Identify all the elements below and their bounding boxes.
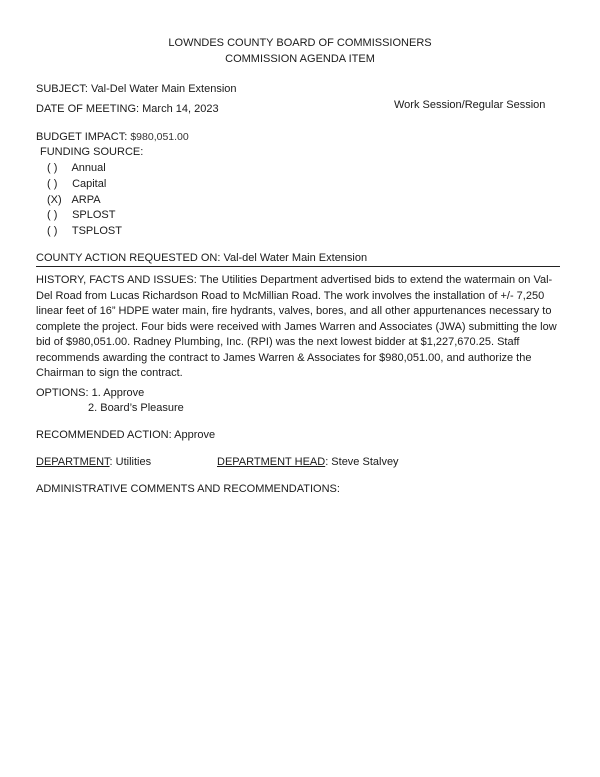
meeting-date-label: DATE OF MEETING: (36, 103, 140, 115)
funding-option-label: ARPA (71, 194, 101, 206)
meeting-date-line (36, 102, 219, 116)
budget-impact-line (36, 130, 189, 144)
funding-option-annual (47, 161, 106, 175)
department-head-line (217, 455, 399, 469)
funding-option-splost (47, 208, 115, 222)
history-facts-issues: HISTORY, FACTS AND ISSUES: The Utilities Department advertised bids to extend the watermain on Val-Del Road from Lucas Richardson Road to McMillian Road. The work involves the installation of +/- 7,250 linear feet of 16” HDPE water main, fire hydrants, valves, bores, and all other appurtenances necessary to complete the project. Four bids were received with James Warren and Associates (JWA) submitting the low bid of $980,051.00. Radney Plumbing, Inc. (RPI) was the next lowest bidder at $1,227,670.25. Staff recommends awarding the contract to James Warren & Associates for $980,051.00, and authorize the Chairman to sign the contract. (36, 274, 557, 379)
funding-checkbox: ( ) (47, 225, 58, 237)
session-type: Work Session/Regular Session (394, 99, 546, 111)
funding-option-label: TSPLOST (71, 225, 122, 237)
subject-value: Val-Del Water Main Extension (91, 83, 237, 95)
funding-checkbox: ( ) (47, 162, 58, 174)
administrative-comments-label: ADMINISTRATIVE COMMENTS AND RECOMMENDATIONS: (36, 483, 340, 495)
county-action-label: COUNTY ACTION REQUESTED ON: (36, 252, 221, 264)
subject-line (36, 82, 237, 96)
department-line (36, 455, 151, 469)
funding-checkbox: ( ) (47, 209, 58, 221)
options-label: OPTIONS: (36, 387, 89, 399)
recommended-action-line (36, 428, 215, 442)
funding-option-capital (47, 177, 106, 191)
funding-source-label: FUNDING SOURCE: (40, 146, 144, 158)
section-divider (36, 266, 560, 267)
option-item: 2. Board’s Pleasure (88, 402, 184, 414)
budget-impact-value: $980,051.00 (130, 131, 189, 143)
department-head-value: : Steve Stalvey (325, 456, 399, 468)
department-label: DEPARTMENT (36, 456, 110, 468)
funding-option-arpa (47, 193, 101, 207)
county-action-line (36, 251, 367, 265)
department-head-label: DEPARTMENT HEAD (217, 456, 326, 468)
options-line (36, 386, 144, 400)
board-title: LOWNDES COUNTY BOARD OF COMMISSIONERS (168, 37, 432, 49)
department-value: : Utilities (109, 456, 152, 468)
funding-checkbox: ( ) (47, 178, 58, 190)
subject-label: SUBJECT: (36, 83, 88, 95)
agenda-item-title: COMMISSION AGENDA ITEM (225, 53, 375, 65)
funding-option-label: Annual (71, 162, 106, 174)
recommended-action-value: Approve (174, 429, 216, 441)
recommended-action-label: RECOMMENDED ACTION: (36, 429, 172, 441)
meeting-date-value: March 14, 2023 (142, 103, 219, 115)
funding-option-label: SPLOST (72, 209, 116, 221)
option-item: 1. Approve (91, 387, 145, 399)
funding-option-tsplost (47, 224, 122, 238)
budget-impact-label: BUDGET IMPACT: (36, 131, 128, 143)
funding-option-label: Capital (72, 178, 107, 190)
county-action-value: Val-del Water Main Extension (223, 252, 368, 264)
funding-checkbox: (X) (47, 194, 62, 206)
